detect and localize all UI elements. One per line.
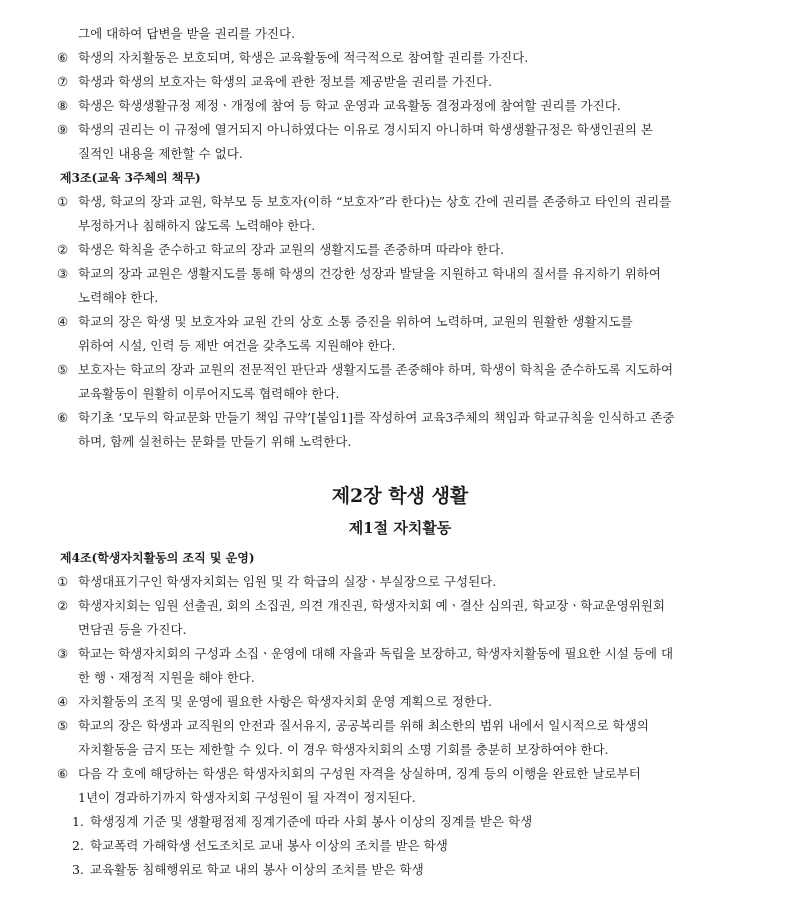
text-line: 학생의 권리는 이 규정에 열거되지 아니하였다는 이유로 경시되지 아니하며 학생생활규정은 학생인권의 본 (78, 122, 654, 137)
text-line: 질적인 내용을 제한할 수 없다. (78, 146, 243, 161)
chapter-title: 제2장 학생 생활 (331, 485, 469, 507)
text-line: 학교의 장은 학생과 교직원의 안전과 질서유지, 공공복리를 위해 최소한의 범위 내에서 일시적으로 학생의 (78, 718, 649, 733)
text-line: 다음 각 호에 해당하는 학생은 학생자치회의 구성원 자격을 상실하며, 징계 등의 이행을 완료한 날로부터 (78, 766, 641, 781)
text-line: 학생의 자치활동은 보호되며, 학생은 교육활동에 적극적으로 참여할 권리를 가진다. (78, 50, 529, 65)
clause-number: ② (57, 242, 69, 257)
text-line: 하며, 함께 실천하는 문화를 만들기 위해 노력한다. (78, 434, 352, 449)
clause-number: ⑥ (57, 50, 69, 65)
clause-number: ④ (57, 314, 69, 329)
article-heading: 제4조(학생자치활동의 조직 및 운영) (60, 551, 255, 565)
text-line: 1년이 경과하기까지 학생자치회 구성원이 될 자격이 정지된다. (78, 790, 416, 805)
text-line: 학생은 학칙을 준수하고 학교의 장과 교원의 생활지도를 존중하며 따라야 한다. (78, 242, 505, 257)
text-line: 학교의 장은 학생 및 보호자와 교원 간의 상호 소통 증진을 위하여 노력하며, 교원의 원활한 생활지도를 (78, 314, 633, 329)
clause-number: ③ (57, 646, 69, 661)
clause-number: ③ (57, 266, 69, 281)
text-line: 학생은 학생생활규정 제정ㆍ개정에 참여 등 학교 운영과 교육활동 결정과정에 참여할 권리를 가진다. (78, 98, 621, 113)
text-line: 학교폭력 가해학생 선도조치로 교내 봉사 이상의 조치를 받은 학생 (90, 838, 448, 853)
text-line: 학생징계 기준 및 생활평점제 징계기준에 따라 사회 봉사 이상의 징계를 받은 학생 (90, 814, 533, 829)
text-line: 부정하거나 침해하지 않도록 노력해야 한다. (78, 218, 316, 233)
text-line: 학기초 ‘모두의 학교문화 만들기 책임 규약’[붙임1]를 작성하여 교육3주체의 책임과 학교규칙을 인식하고 존중 (78, 410, 675, 425)
text-line: 그에 대하여 답변을 받을 권리를 가진다. (78, 26, 296, 41)
text-line: 학생자치회는 임원 선출권, 회의 소집권, 의견 개진권, 학생자치회 예ㆍ결산 심의권, 학교장ㆍ학교운영위원회 (78, 598, 665, 613)
clause-number: ④ (57, 694, 69, 709)
section-title: 제1절 자치활동 (348, 519, 452, 537)
text-line: 교육활동 침해행위로 학교 내의 봉사 이상의 조치를 받은 학생 (90, 862, 424, 877)
item-number: 1. (72, 814, 84, 829)
clause-number: ⑤ (57, 362, 69, 377)
clause-number: ⑤ (57, 718, 69, 733)
clause-number: ⑥ (57, 410, 69, 425)
text-line: 학생과 학생의 보호자는 학생의 교육에 관한 정보를 제공받을 권리를 가진다. (78, 74, 493, 89)
clause-number: ⑧ (57, 98, 69, 113)
item-number: 3. (72, 862, 84, 877)
clause-number: ② (57, 598, 69, 613)
text-line: 학교의 장과 교원은 생활지도를 통해 학생의 건강한 성장과 발달을 지원하고 학내의 질서를 유지하기 위하여 (78, 266, 661, 281)
clause-number: ⑦ (57, 74, 69, 89)
text-line: 학생대표기구인 학생자치회는 임원 및 각 학급의 실장ㆍ부실장으로 구성된다. (78, 574, 497, 589)
clause-number: ① (57, 574, 69, 589)
article-heading: 제3조(교육 3주체의 책무) (60, 171, 201, 185)
text-line: 위하여 시설, 인력 등 제반 여건을 갖추도록 지원해야 한다. (78, 338, 396, 353)
item-number: 2. (72, 838, 84, 853)
text-line: 한 행ㆍ재정적 지원을 해야 한다. (78, 670, 255, 685)
text-line: 교육활동이 원활히 이루어지도록 협력해야 한다. (78, 386, 340, 401)
text-line: 보호자는 학교의 장과 교원의 전문적인 판단과 생활지도를 존중해야 하며, 학생이 학칙을 준수하도록 지도하여 (78, 362, 674, 377)
text-line: 학교는 학생자치회의 구성과 소집ㆍ운영에 대해 자율과 독립을 보장하고, 학생자치활동에 필요한 시설 등에 대 (78, 646, 674, 661)
text-line: 면담권 등을 가진다. (78, 622, 187, 637)
clause-number: ⑥ (57, 766, 69, 781)
text-line: 자치활동을 금지 또는 제한할 수 있다. 이 경우 학생자치회의 소명 기회를 충분히 보장하여야 한다. (78, 742, 609, 757)
clause-number: ① (57, 194, 69, 209)
text-line: 자치활동의 조직 및 운영에 필요한 사항은 학생자치회 운영 계획으로 정한다. (78, 694, 493, 709)
text-line: 학생, 학교의 장과 교원, 학부모 등 보호자(이하 “보호자”라 한다)는 상호 간에 권리를 존중하고 타인의 권리를 (78, 194, 672, 209)
text-line: 노력해야 한다. (78, 290, 159, 305)
clause-number: ⑨ (57, 122, 69, 137)
